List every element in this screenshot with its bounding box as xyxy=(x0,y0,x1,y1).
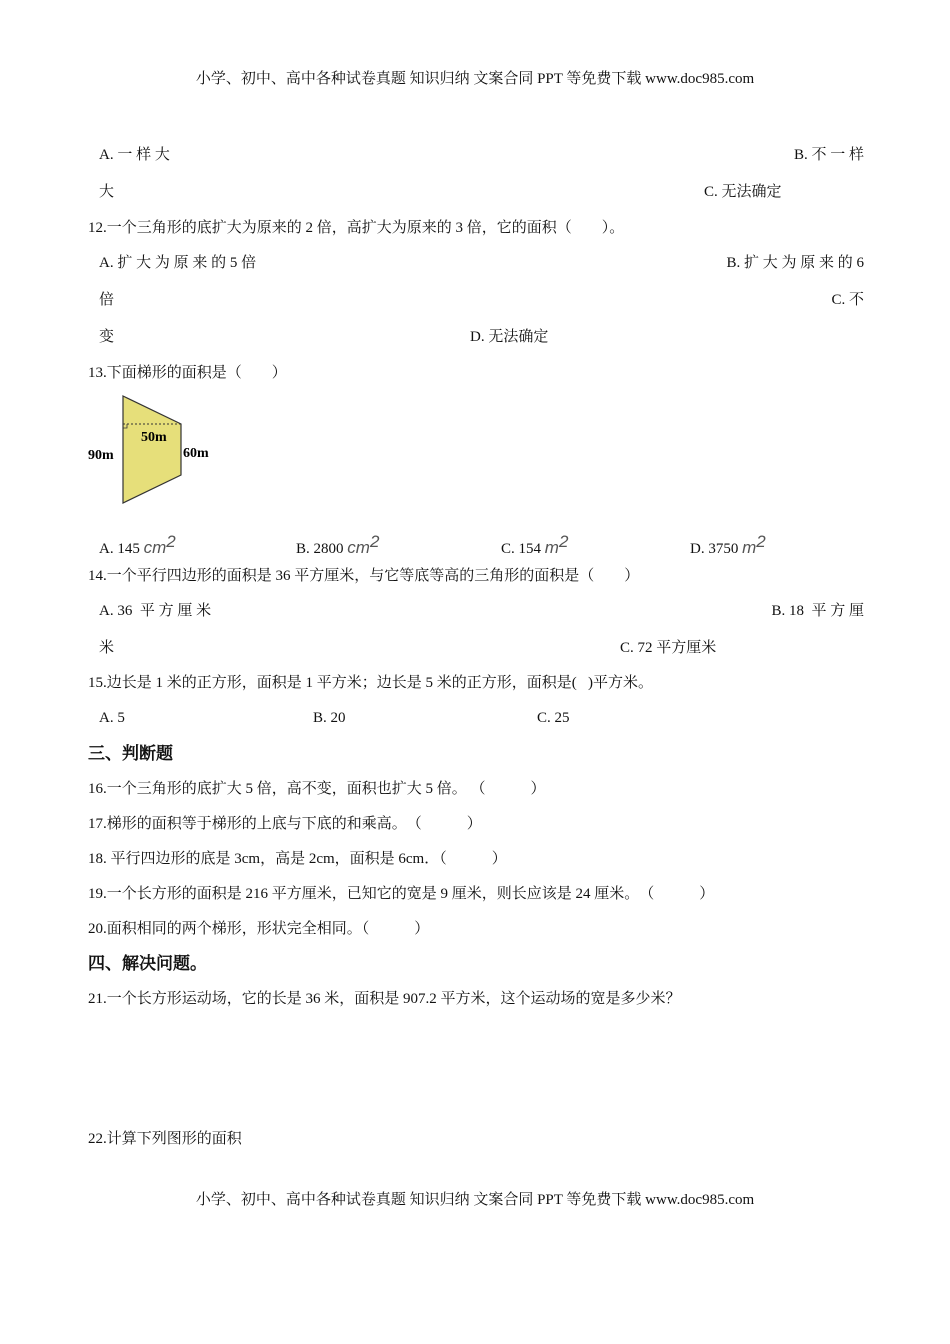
q16: 16.一个三角形的底扩大 5 倍，高不变，面积也扩大 5 倍。 （ ） xyxy=(88,781,546,797)
q14-stem: 14.一个平行四边形的面积是 36 平方厘米，与它等底等高的三角形的面积是（ ） xyxy=(88,568,640,584)
q15-option-a: A. 5 xyxy=(99,710,125,726)
page-footer: 小学、初中、高中各种试卷真题 知识归纳 文案合同 PPT 等免费下载 www.doc985.com xyxy=(195,1192,755,1208)
q20: 20.面积相同的两个梯形，形状完全相同。（ ） xyxy=(88,921,430,937)
q15-stem: 15.边长是 1 米的正方形，面积是 1 平方米；边长是 5 米的正方形，面积是( )平方米。 xyxy=(88,675,653,691)
q13-option-d: D. 3750 $m^2$ xyxy=(690,532,766,557)
q12-option-c-cont: 变 xyxy=(99,329,115,345)
q13-option-c: C. 154 $m^2$ xyxy=(501,532,569,557)
q14-option-c: C. 72 平方厘米 xyxy=(620,640,717,656)
q21: 21.一个长方形运动场，它的长是 36 米，面积是 907.2 平方米，这个运动场的宽是多少米？ xyxy=(88,991,681,1007)
q19: 19.一个长方形的面积是 216 平方厘米，已知它的宽是 9 厘米，则长应该是 24 厘米。 （ ） xyxy=(88,886,715,902)
q12-option-d: D. 无法确定 xyxy=(470,329,549,345)
q12-option-a: A. 扩 大 为 原 来 的 5 倍 xyxy=(99,255,257,271)
q11-option-a: A. 一 样 大 xyxy=(99,147,170,163)
trapezoid-shape xyxy=(123,396,181,503)
q13-option-a: A. 145 $cm^2$ xyxy=(99,532,176,557)
trapezoid-figure xyxy=(85,393,220,505)
section-heading-problems: 四、解决问题。 xyxy=(88,954,207,974)
q14-option-b: B. 18 平 方 厘 xyxy=(771,603,864,619)
q15-option-b: B. 20 xyxy=(313,710,346,726)
q12-stem: 12.一个三角形的底扩大为原来的 2 倍，高扩大为原来的 3 倍，它的面积（ ）。 xyxy=(88,220,625,236)
q18: 18. 平行四边形的底是 3cm，高是 2cm，面积是 6cm．（ ） xyxy=(88,851,507,867)
section-heading-judgement: 三、判断题 xyxy=(88,744,173,764)
q15-option-c: C. 25 xyxy=(537,710,570,726)
page-header: 小学、初中、高中各种试卷真题 知识归纳 文案合同 PPT 等免费下载 www.doc985.com xyxy=(195,71,755,87)
q22: 22.计算下列图形的面积 xyxy=(88,1131,242,1147)
q11-option-b-cont: 大 xyxy=(99,184,115,200)
q12-option-b-cont: 倍 xyxy=(99,292,115,308)
q17: 17.梯形的面积等于梯形的上底与下底的和乘高。 （ ） xyxy=(88,816,482,832)
q11-option-b: B. 不 一 样 xyxy=(793,147,864,163)
q12-option-c: C. 不 xyxy=(831,292,864,308)
label-top: 50m xyxy=(141,430,167,445)
q14-option-b-cont: 米 xyxy=(99,640,115,656)
label-right: 60m xyxy=(183,446,209,461)
label-left: 90m xyxy=(88,448,114,463)
q11-option-c: C. 无法确定 xyxy=(704,184,782,200)
q13-stem: 13.下面梯形的面积是（ ） xyxy=(88,365,287,381)
q13-option-b: B. 2800 $cm^2$ xyxy=(296,532,380,557)
q14-option-a: A. 36 平 方 厘 米 xyxy=(99,603,212,619)
q12-option-b: B. 扩 大 为 原 来 的 6 xyxy=(726,255,864,271)
